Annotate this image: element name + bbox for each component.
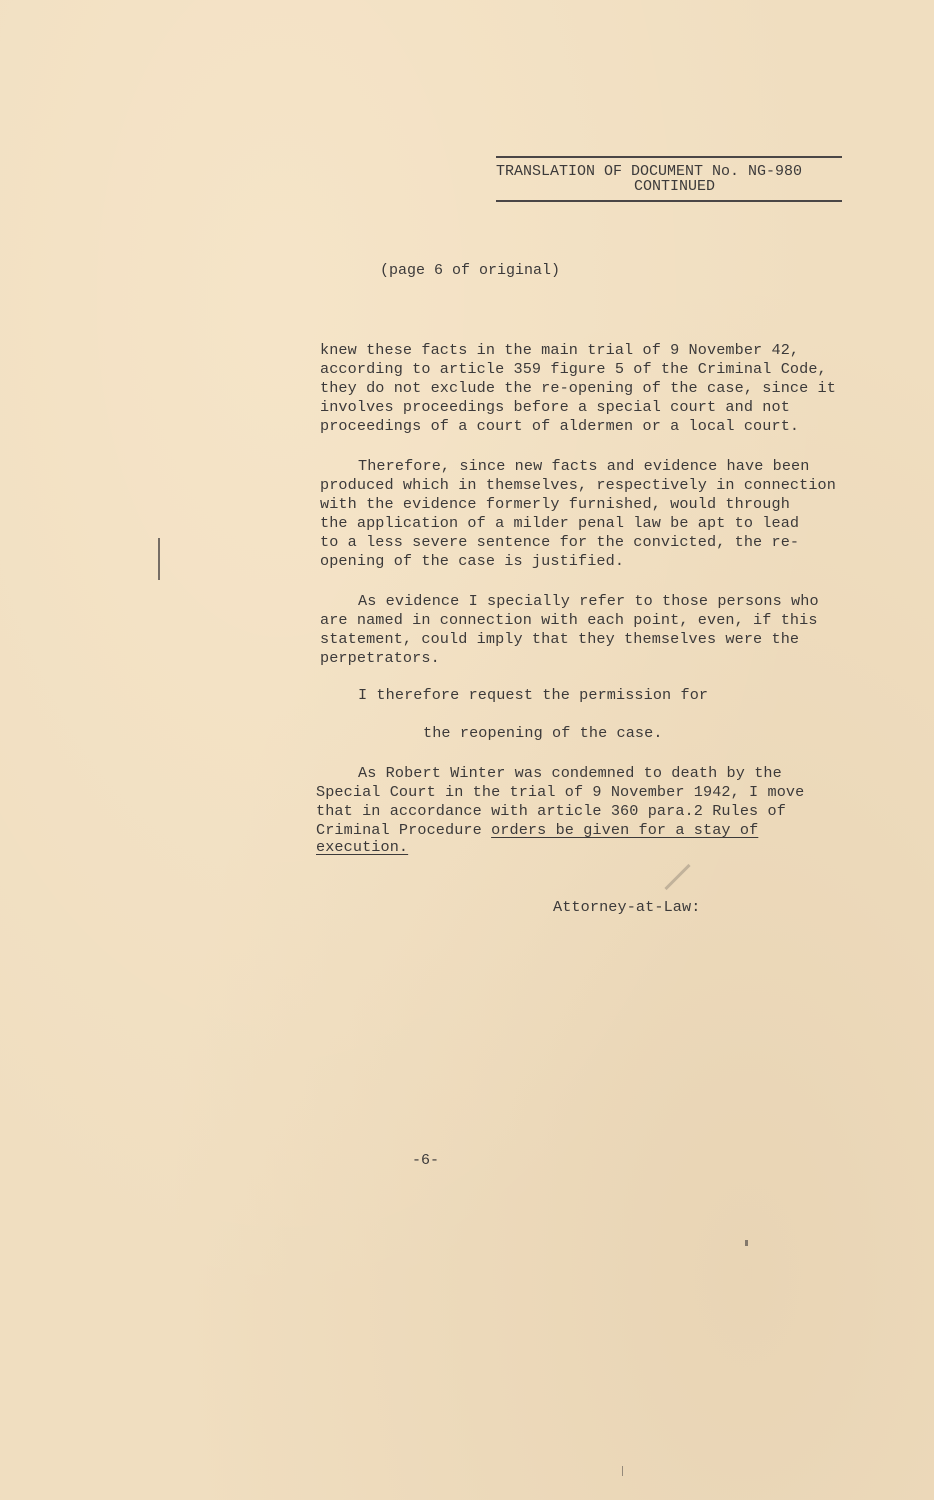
paragraph-2-line-6: opening of the case is justified. bbox=[320, 552, 625, 570]
speck-mark bbox=[745, 1240, 748, 1246]
paragraph-6-line-4-text: Criminal Procedure bbox=[316, 821, 492, 839]
header-title: TRANSLATION OF DOCUMENT No. NG-980 bbox=[496, 163, 803, 180]
paragraph-1-line-2: according to article 359 figure 5 of the Criminal Code, bbox=[320, 360, 827, 378]
paragraph-3-line-1: As evidence I specially refer to those persons who bbox=[358, 592, 819, 610]
paragraph-2-line-5: to a less severe sentence for the convicted, the re- bbox=[320, 533, 800, 551]
margin-mark bbox=[158, 538, 160, 580]
paragraph-1-line-5: proceedings of a court of aldermen or a local court. bbox=[320, 417, 800, 435]
header-top-rule bbox=[496, 156, 842, 158]
paragraph-2-line-1: Therefore, since new facts and evidence have been bbox=[358, 457, 810, 475]
paragraph-2-line-2: produced which in themselves, respectively in connection bbox=[320, 476, 836, 494]
stay-of-execution-underlined: orders be given for a stay of bbox=[491, 821, 759, 839]
page-number: -6- bbox=[412, 1152, 440, 1169]
paragraph-2-line-4: the application of a milder penal law be apt to lead bbox=[320, 514, 800, 532]
page-reference: (page 6 of original) bbox=[380, 262, 561, 279]
paragraph-1-line-3: they do not exclude the re-opening of the case, since it bbox=[320, 379, 836, 397]
paragraph-3-line-3: statement, could imply that they themselves were the bbox=[320, 630, 800, 648]
paragraph-6-line-5: execution. bbox=[316, 838, 409, 856]
paragraph-1-line-1: knew these facts in the main trial of 9 November 42, bbox=[320, 341, 800, 359]
paragraph-3-line-4: perpetrators. bbox=[320, 649, 440, 667]
paragraph-6-line-1: As Robert Winter was condemned to death by the bbox=[358, 764, 782, 782]
paragraph-3-line-2: are named in connection with each point, even, if this bbox=[320, 611, 818, 629]
header-continued: CONTINUED bbox=[634, 178, 716, 195]
paragraph-1-line-4: involves proceedings before a special court and not bbox=[320, 398, 790, 416]
paragraph-6-line-3: that in accordance with article 360 para.2 Rules of bbox=[316, 802, 786, 820]
paragraph-6-line-4 bbox=[316, 821, 758, 839]
document-header bbox=[496, 164, 842, 194]
header-bottom-rule bbox=[496, 200, 842, 202]
signature-line: Attorney-at-Law: bbox=[553, 898, 701, 916]
paragraph-6-line-2: Special Court in the trial of 9 November 1942, I move bbox=[316, 783, 805, 801]
pencil-stroke bbox=[664, 864, 690, 890]
paragraph-2-line-3: with the evidence formerly furnished, would through bbox=[320, 495, 790, 513]
speck-mark-bottom bbox=[622, 1466, 623, 1476]
request-line: I therefore request the permission for bbox=[358, 686, 709, 704]
reopening-line: the reopening of the case. bbox=[423, 724, 663, 742]
